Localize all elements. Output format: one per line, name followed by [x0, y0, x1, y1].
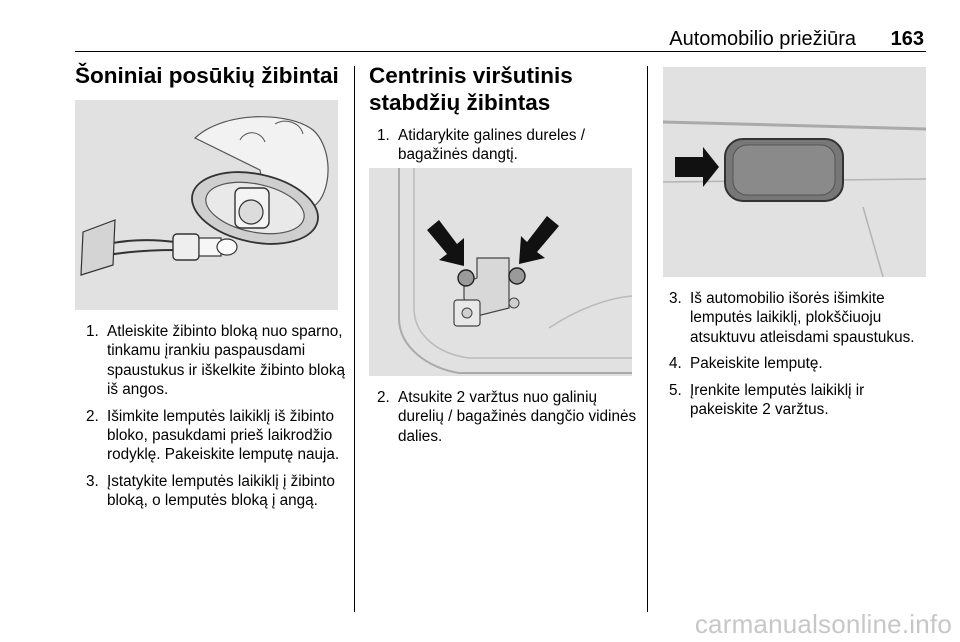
- section-heading-brake-lamp: Centrinis viršutinis stabdžių žibintas: [369, 63, 573, 115]
- list-item: 1. Atidarykite galines dureles / bagažinės dangtį.: [377, 127, 586, 164]
- list-item: 5. Įrenkite lemputės laikiklį ir pakeiskite 2 varžtus.: [669, 381, 865, 419]
- column-divider-1: [354, 66, 355, 612]
- steps-list-brake-lamp-bottom: [377, 388, 639, 453]
- steps-list-lamp-holder: [669, 289, 931, 426]
- list-item: 1. Atleiskite žibinto bloką nuo sparno, tinkamu įrankiu paspausdami spaustukus ir iškelkite žibinto bloką iš angos.: [86, 323, 346, 399]
- list-item: 3. Iš automobilio išorės išimkite lemputės laikiklį, plokščiuoju atsuktuvu atleisdami spaustukus.: [669, 290, 915, 346]
- watermark: carmanualsonline.info: [694, 609, 952, 639]
- page-header: [75, 28, 926, 52]
- list-item: 3. Įstatykite lemputės laikiklį į žibinto bloką, o lemputės bloką į angą.: [86, 472, 335, 510]
- column-2: [369, 62, 639, 116]
- list-item: 4. Pakeiskite lemputę.: [669, 355, 823, 373]
- steps-list-side-lamps: [86, 322, 351, 518]
- steps-list-brake-lamp-top: [377, 126, 639, 172]
- page-number: 163: [890, 28, 924, 50]
- bolt-location-illustration: [369, 168, 632, 376]
- list-item: 2. Atsukite 2 varžtus nuo galinių durelių / bagažinės dangčio vidinės dalies.: [377, 389, 637, 445]
- column-divider-2: [647, 66, 648, 612]
- side-lamp-illustration: [75, 100, 338, 310]
- list-item: 2. Išimkite lemputės laikiklį iš žibinto bloko, pasukdami prieš laikrodžio rodyklę. Pakeiskite lemputę nauja.: [86, 407, 340, 464]
- brake-lamp-illustration: [663, 67, 926, 277]
- section-heading-side-lamps: Šoniniai posūkių žibintai: [75, 63, 339, 88]
- column-1: [75, 62, 345, 89]
- section-title: Automobilio priežiūra: [669, 28, 856, 50]
- header-rule: [75, 51, 926, 52]
